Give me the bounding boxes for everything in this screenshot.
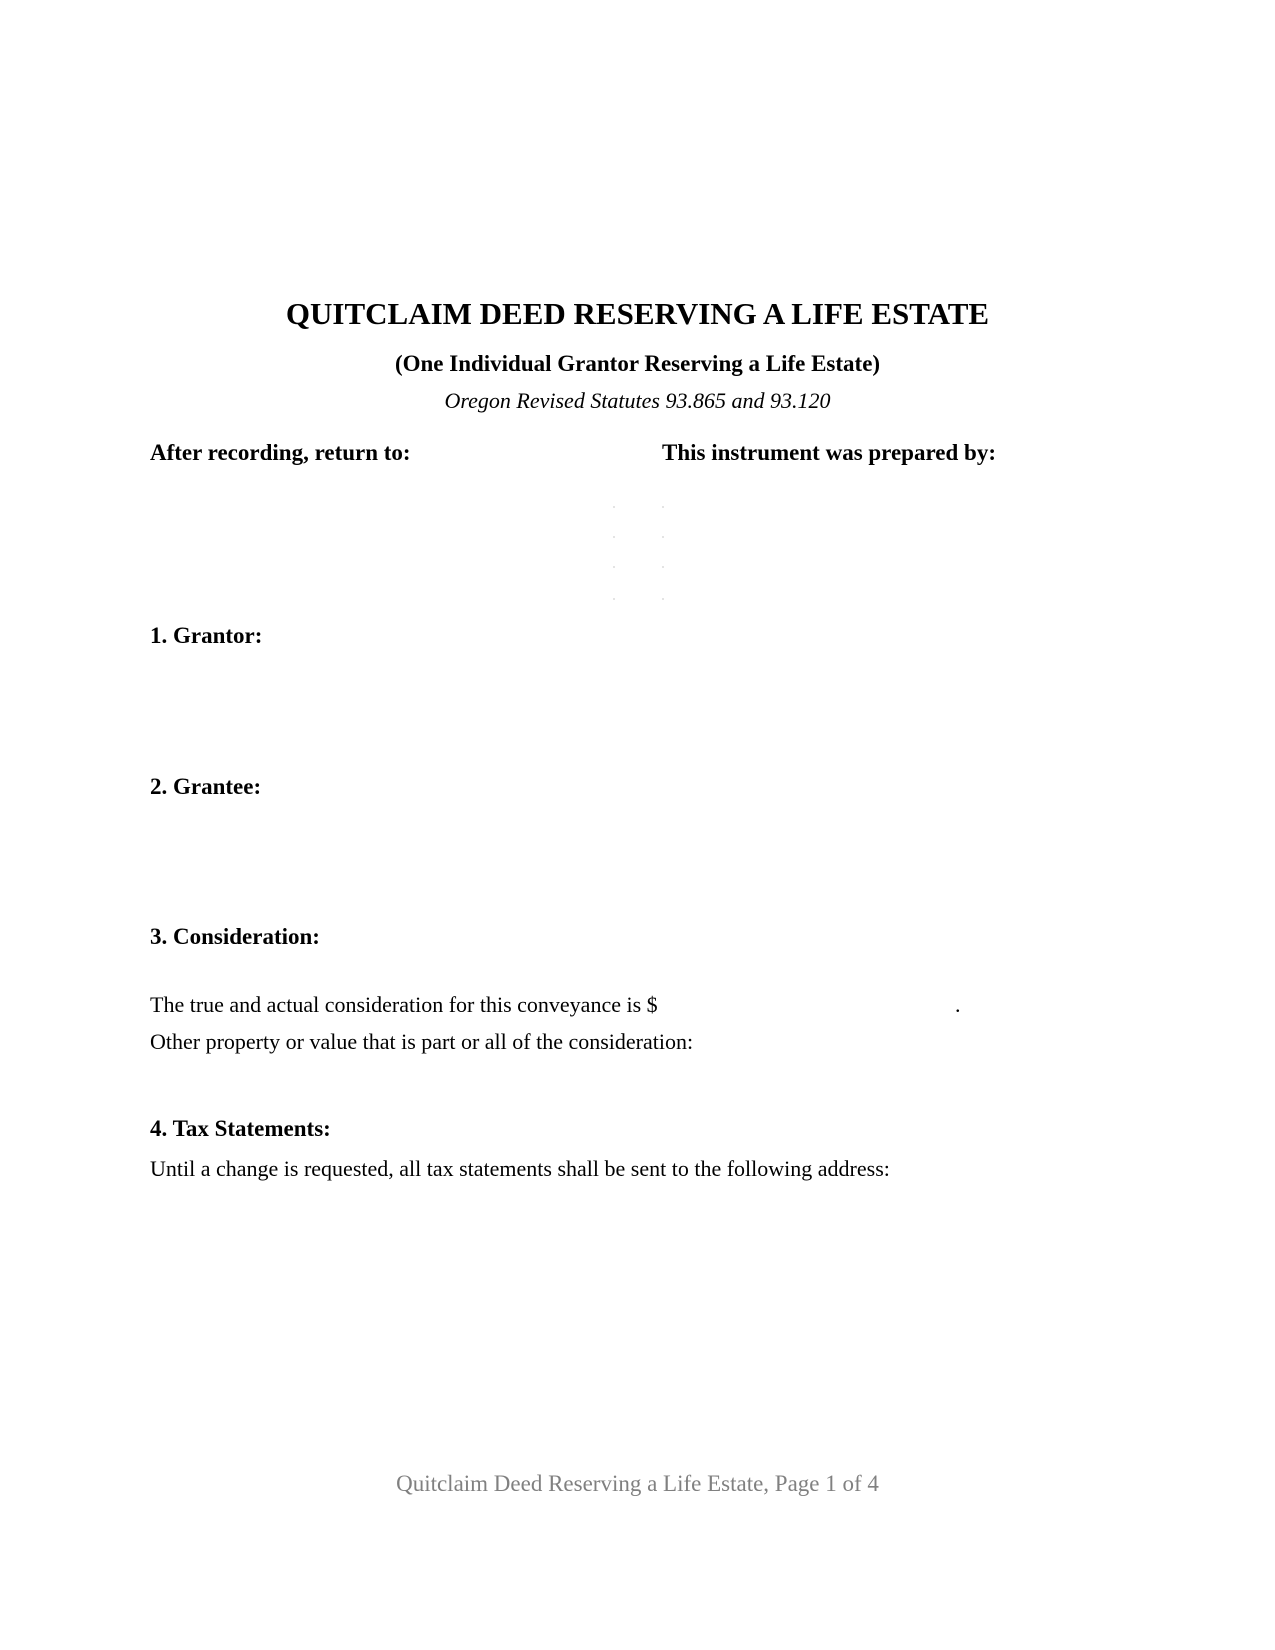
field-marker xyxy=(662,536,664,538)
page-footer: Quitclaim Deed Reserving a Life Estate, Page 1 of 4 xyxy=(396,1471,879,1496)
field-marker xyxy=(613,598,615,600)
field-marker xyxy=(662,506,664,508)
tax-address-field[interactable] xyxy=(150,1195,1125,1395)
consideration-statement: The true and actual consideration for this conveyance is $ xyxy=(150,992,658,1017)
tax-statements-heading: 4. Tax Statements: xyxy=(150,1116,331,1141)
consideration-heading: 3. Consideration: xyxy=(150,924,320,949)
prepared-by-label: This instrument was prepared by: xyxy=(662,440,996,465)
prepared-by-field[interactable] xyxy=(662,478,1132,598)
return-to-field[interactable] xyxy=(150,478,610,598)
other-consideration-statement: Other property or value that is part or all of the consideration: xyxy=(150,1029,694,1054)
statutes-reference: Oregon Revised Statutes 93.865 and 93.120 xyxy=(444,388,831,413)
field-marker xyxy=(613,536,615,538)
grantee-field[interactable] xyxy=(150,810,1125,910)
tax-statements-text: Until a change is requested, all tax statements shall be sent to the following address: xyxy=(150,1156,890,1181)
grantee-heading: 2. Grantee: xyxy=(150,774,262,799)
document-subtitle: (One Individual Grantor Reserving a Life Estate) xyxy=(394,351,881,376)
grantor-field[interactable] xyxy=(150,660,1125,760)
document-title: QUITCLAIM DEED RESERVING A LIFE ESTATE xyxy=(285,296,990,331)
grantor-heading: 1. Grantor: xyxy=(150,623,263,648)
field-marker xyxy=(662,598,664,600)
field-marker xyxy=(613,506,615,508)
field-marker xyxy=(613,566,615,568)
field-marker xyxy=(662,566,664,568)
return-to-label: After recording, return to: xyxy=(150,440,411,465)
consideration-period: . xyxy=(955,992,961,1017)
consideration-amount-field[interactable] xyxy=(733,991,953,1019)
